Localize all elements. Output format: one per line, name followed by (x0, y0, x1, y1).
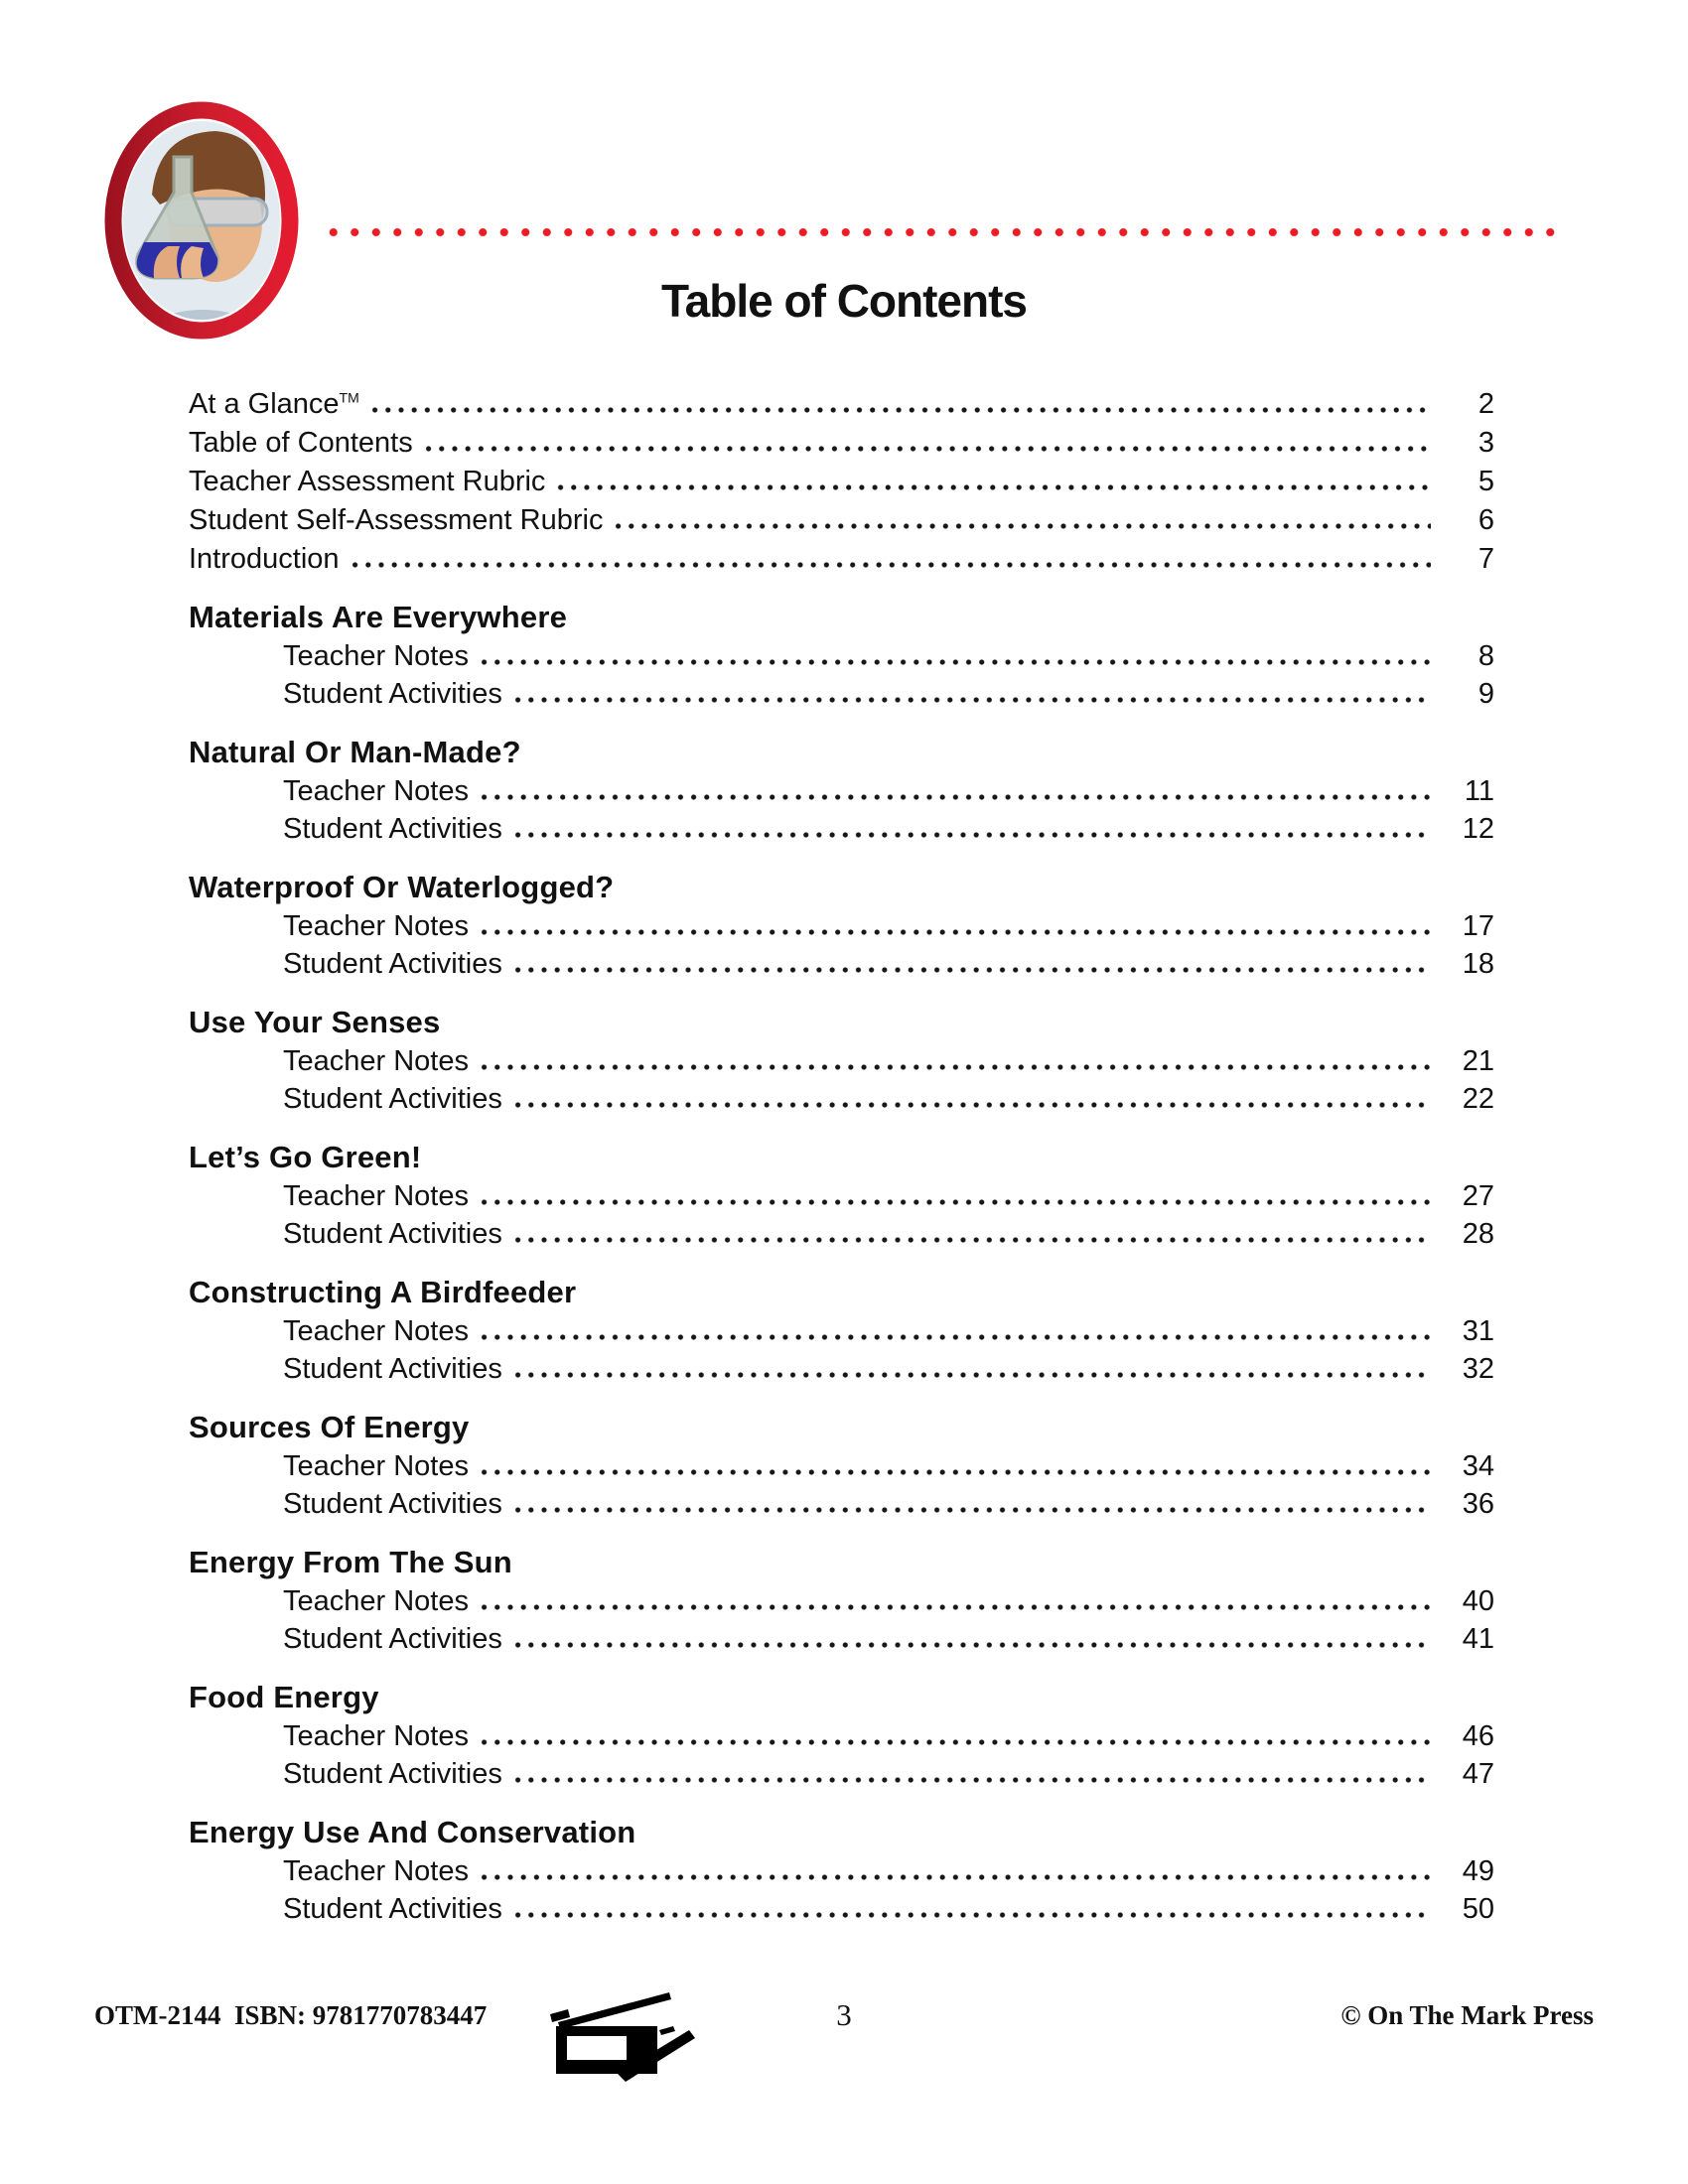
dot-leader (478, 1738, 1431, 1746)
toc-row (189, 421, 1494, 460)
toc-entry-label: Student Activities (283, 813, 502, 845)
toc-entry-page: 40 (1462, 1585, 1494, 1617)
toc-entry-label: Student Activities (283, 1218, 502, 1250)
toc-row (189, 460, 1494, 498)
toc-entry-label: Teacher Notes (283, 775, 469, 807)
dot-leader (511, 1101, 1431, 1109)
toc-entry-page: 8 (1477, 640, 1494, 672)
toc-row (189, 498, 1494, 537)
toc-section (189, 1809, 1494, 1926)
dot-leader (511, 696, 1431, 704)
toc-entry-page: 47 (1462, 1758, 1494, 1790)
toc-section (189, 729, 1494, 846)
toc-entry-page: 2 (1477, 388, 1494, 420)
toc-row (189, 1483, 1494, 1521)
toc-entry-label: Student Activities (283, 1353, 502, 1385)
dot-leader (478, 1063, 1431, 1071)
dot-leader (511, 1506, 1431, 1514)
toc-row (189, 673, 1494, 711)
toc-row (189, 635, 1494, 673)
dot-leader (478, 928, 1431, 936)
toc-row (189, 1445, 1494, 1483)
toc-entry-label: At a Glance™ (189, 388, 359, 420)
toc-entry-page: 32 (1462, 1353, 1494, 1385)
toc-row (189, 1348, 1494, 1386)
toc-entry-page: 36 (1462, 1488, 1494, 1520)
toc-row (189, 1753, 1494, 1791)
toc-section (189, 594, 1494, 711)
section-body (189, 1445, 1494, 1521)
toc-row (189, 770, 1494, 808)
page-title: Table of Contents (660, 275, 1028, 327)
toc-section (189, 1539, 1494, 1656)
dot-leader (478, 793, 1431, 801)
section-title: Let’s Go Green! (189, 1140, 422, 1174)
toc-list (189, 382, 1494, 1926)
front-matter-list (189, 382, 1494, 576)
toc-entry-page: 3 (1477, 427, 1494, 459)
section-body (189, 905, 1494, 981)
toc-entry-page: 9 (1477, 678, 1494, 710)
dot-leader (478, 1198, 1431, 1206)
toc-entry-label: Teacher Notes (283, 1720, 469, 1752)
toc-entry-page: 27 (1462, 1180, 1494, 1212)
toc-entry-label: Teacher Notes (283, 1180, 469, 1212)
toc-entry-page: 11 (1464, 775, 1494, 807)
section-body (189, 1850, 1494, 1926)
toc-entry-label: Student Activities (283, 948, 502, 980)
toc-entry-label: Teacher Notes (283, 910, 469, 942)
footer-isbn-text: OTM-2144 ISBN: 9781770783447 (94, 2000, 488, 2030)
toc-entry-page: 6 (1477, 504, 1494, 536)
section-body (189, 770, 1494, 846)
toc-entry-page: 41 (1462, 1623, 1494, 1655)
dot-leader (349, 561, 1431, 569)
dot-leader (612, 522, 1431, 530)
section-body (189, 1715, 1494, 1791)
dot-leader (554, 483, 1431, 491)
toc-row (189, 1580, 1494, 1618)
section-title: Use Your Senses (189, 1005, 441, 1039)
dot-leader (422, 445, 1431, 453)
dot-leader (478, 1333, 1431, 1341)
toc-entry-page: 31 (1462, 1315, 1494, 1347)
dot-leader (511, 1776, 1431, 1784)
toc-entry-page: 5 (1477, 466, 1494, 497)
toc-entry-label: Teacher Notes (283, 1585, 469, 1617)
toc-section (189, 1269, 1494, 1386)
toc-entry-label: Teacher Notes (283, 1855, 469, 1887)
toc-row (189, 1715, 1494, 1753)
dot-leader (478, 1468, 1431, 1476)
toc-entry-label: Teacher Assessment Rubric (189, 466, 546, 497)
section-title: Natural Or Man-Made? (189, 735, 521, 769)
toc-entry-page: 50 (1462, 1893, 1494, 1925)
toc-section (189, 999, 1494, 1116)
dot-leader (511, 1641, 1431, 1649)
dot-leader (478, 658, 1431, 666)
section-title: Materials Are Everywhere (189, 600, 568, 634)
dot-leader (511, 966, 1431, 974)
toc-entry-page: 18 (1462, 948, 1494, 980)
toc-section (189, 1674, 1494, 1791)
toc-row (189, 1618, 1494, 1656)
toc-entry-label: Student Activities (283, 1893, 502, 1925)
toc-entry-page: 49 (1462, 1855, 1494, 1887)
toc-entry-label: Teacher Notes (283, 1045, 469, 1077)
toc-entry-page: 34 (1462, 1450, 1494, 1482)
toc-entry-label: Teacher Notes (283, 1450, 469, 1482)
toc-entry-page: 21 (1462, 1045, 1494, 1077)
section-title: Sources Of Energy (189, 1410, 470, 1444)
toc-entry-label: Teacher Notes (283, 640, 469, 672)
toc-entry-label: Student Activities (283, 1623, 502, 1655)
section-body (189, 1580, 1494, 1656)
toc-entry-label: Student Activities (283, 1758, 502, 1790)
toc-entry-label: Student Activities (283, 1083, 502, 1115)
toc-row (189, 537, 1494, 576)
toc-row (189, 1310, 1494, 1348)
section-title: Constructing A Birdfeeder (189, 1275, 577, 1309)
dot-leader (368, 406, 1431, 414)
dot-leader (511, 1911, 1431, 1919)
toc-section (189, 1404, 1494, 1521)
toc-row (189, 1888, 1494, 1926)
toc-row (189, 1078, 1494, 1116)
section-list (189, 594, 1494, 1926)
section-body (189, 1310, 1494, 1386)
dot-leader (511, 1371, 1431, 1379)
toc-entry-label: Table of Contents (189, 427, 413, 459)
toc-row (189, 1175, 1494, 1213)
toc-row (189, 382, 1494, 421)
section-body (189, 635, 1494, 711)
toc-row (189, 943, 1494, 981)
toc-entry-label: Student Activities (283, 1488, 502, 1520)
footer-page-number: 3 (836, 1997, 852, 2032)
section-title: Food Energy (189, 1680, 379, 1714)
dot-leader (478, 1603, 1431, 1611)
toc-entry-label: Student Self-Assessment Rubric (189, 504, 604, 536)
toc-row (189, 1850, 1494, 1888)
dot-leader (478, 1873, 1431, 1881)
toc-entry-page: 17 (1462, 910, 1494, 942)
dot-leader (511, 1236, 1431, 1244)
dot-leader (511, 831, 1431, 839)
toc-entry-page: 22 (1462, 1083, 1494, 1115)
toc-entry-label: Introduction (189, 543, 340, 575)
toc-entry-page: 46 (1462, 1720, 1494, 1752)
section-title: Energy Use And Conservation (189, 1815, 636, 1849)
footer-publisher-text: © On The Mark Press (1340, 2000, 1594, 2030)
toc-entry-page: 7 (1477, 543, 1494, 575)
red-dotted-rule (323, 226, 1557, 238)
toc-row (189, 1040, 1494, 1078)
toc-row (189, 905, 1494, 943)
toc-section (189, 864, 1494, 981)
section-title: Waterproof Or Waterlogged? (189, 870, 615, 904)
toc-row (189, 808, 1494, 846)
section-title: Energy From The Sun (189, 1545, 512, 1579)
section-body (189, 1175, 1494, 1251)
toc-row (189, 1213, 1494, 1251)
trademark-mark: TM (339, 389, 359, 406)
toc-section (189, 1134, 1494, 1251)
toc-entry-page: 28 (1462, 1218, 1494, 1250)
toc-entry-page: 12 (1462, 813, 1494, 845)
toc-entry-label: Teacher Notes (283, 1315, 469, 1347)
section-body (189, 1040, 1494, 1116)
toc-entry-label: Student Activities (283, 678, 502, 710)
